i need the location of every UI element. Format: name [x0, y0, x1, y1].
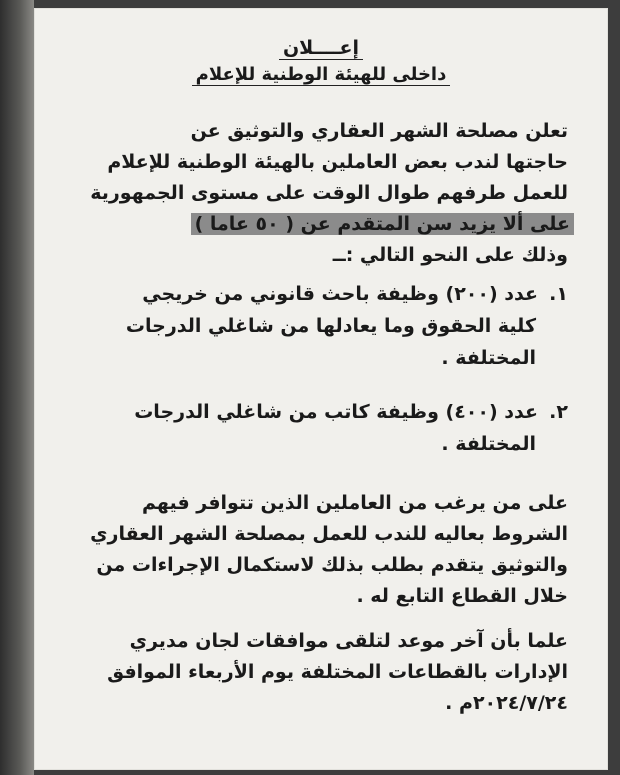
- conditions-line-1: على من يرغب من العاملين الذين تتوافر فيهم: [142, 492, 568, 514]
- deadline-date: ٢٠٢٤/٧/٢٤م .: [445, 692, 568, 714]
- item-line: عدد (٤٠٠) وظيفة كاتب من شاغلي الدرجات: [134, 401, 538, 423]
- age-limit-highlight: على ألا يزيد سن المتقدم عن ( ٥٠ عاما ): [191, 213, 574, 235]
- intro-line-2: حاجتها لندب بعض العاملين بالهيئة الوطنية للإعلام: [107, 151, 568, 173]
- intro-line-3: للعمل طرفهم طوال الوقت على مستوى الجمهورية: [90, 182, 568, 204]
- deadline-line-2: الإدارات بالقطاعات المختلفة يوم الأربعاء الموافق: [107, 661, 568, 683]
- announcement-title: [34, 36, 608, 60]
- conditions-paragraph: [72, 488, 568, 612]
- intro-line-5: وذلك على النحو التالي :ــ: [332, 244, 568, 266]
- item-number: ٢.: [549, 401, 568, 423]
- item-line: المختلفة .: [441, 347, 536, 369]
- subtitle-text: داخلى للهيئة الوطنية للإعلام: [192, 64, 451, 86]
- announcement-subtitle: [34, 63, 608, 87]
- list-item: [72, 396, 568, 460]
- intro-paragraph: [72, 116, 568, 271]
- item-line: عدد (٢٠٠) وظيفة باحث قانوني من خريجي: [142, 283, 538, 305]
- conditions-line-4: خلال القطاع التابع له .: [356, 585, 568, 607]
- title-text: إعــــلان: [279, 37, 363, 60]
- announcement-document: [34, 8, 608, 770]
- item-number: ١.: [549, 283, 568, 305]
- document-page: [34, 8, 608, 770]
- item-line: كلية الحقوق وما يعادلها من شاغلي الدرجات: [125, 315, 536, 337]
- deadline-paragraph: [72, 626, 568, 719]
- conditions-line-3: والتوثيق يتقدم بطلب بذلك لاستكمال الإجراءات من: [96, 554, 568, 576]
- item-line: المختلفة .: [441, 433, 536, 455]
- deadline-line-1: علما بأن آخر موعد لتلقى موافقات لجان مديري: [129, 630, 568, 652]
- list-item: [72, 278, 568, 374]
- conditions-line-2: الشروط بعاليه للندب للعمل بمصلحة الشهر العقاري: [90, 523, 568, 545]
- background-edge: [0, 0, 34, 775]
- intro-line-1: تعلن مصلحة الشهر العقاري والتوثيق عن: [190, 120, 568, 142]
